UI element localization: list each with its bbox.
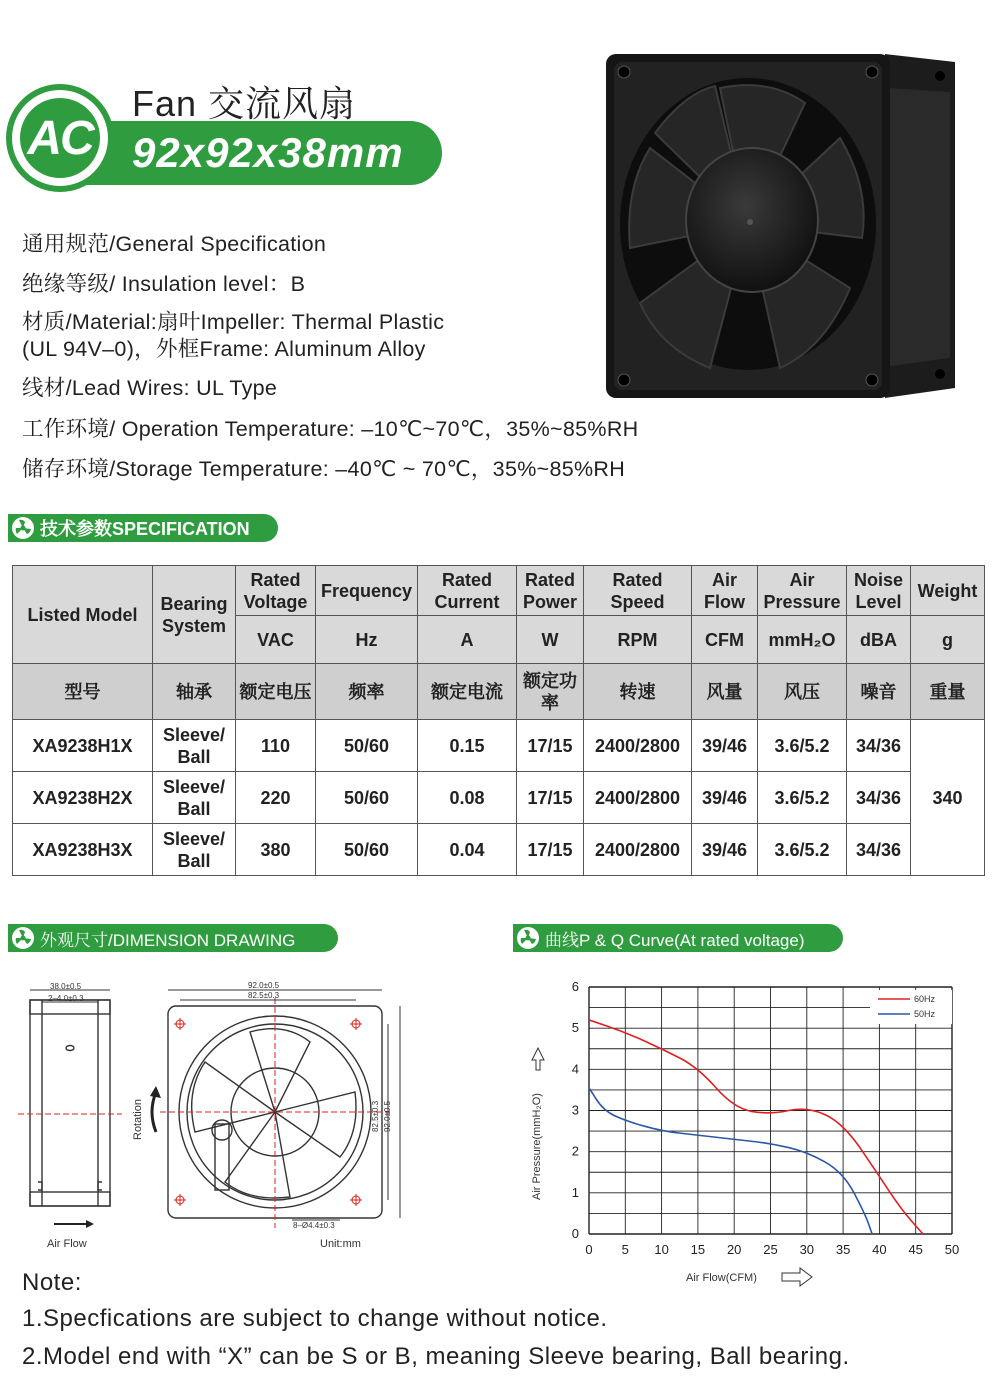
spec-storage-temp: 储存环境/Storage Temperature: –40℃ ~ 70℃，35%~85%RH <box>22 457 626 481</box>
unit-voltage: VAC <box>236 616 316 664</box>
section-dimension <box>8 924 338 952</box>
right-arrow-icon <box>782 1268 812 1286</box>
series-line-60Hz <box>589 1020 923 1234</box>
th-noise: Noise Level <box>847 566 911 616</box>
cell-bearing: Sleeve/ Ball <box>153 824 236 876</box>
th-cn-frequency: 频率 <box>316 664 418 720</box>
th-cn-bearing: 轴承 <box>153 664 236 720</box>
pq-curve-chart <box>520 972 980 1290</box>
cell-model: XA9238H3X <box>13 824 153 876</box>
y-tick-label: 1 <box>571 1184 579 1200</box>
chart-series <box>589 1020 923 1234</box>
y-tick-label: 5 <box>571 1020 579 1036</box>
note-heading: Note: <box>22 1269 82 1296</box>
spec-material: 材质/Material:扇叶Impeller: Thermal Plastic <box>22 310 445 334</box>
unit-power: W <box>517 616 584 664</box>
cell-current: 0.15 <box>418 720 517 772</box>
cell-noise: 34/36 <box>847 772 911 824</box>
cell-power: 17/15 <box>517 824 584 876</box>
side-dim-length: 38.0±0.5 <box>50 982 82 991</box>
unit-current: A <box>418 616 517 664</box>
x-tick-label: 45 <box>908 1242 923 1257</box>
x-tick-label: 30 <box>799 1242 815 1257</box>
spec-lead-wires: 线材/Lead Wires: UL Type <box>22 376 278 400</box>
cell-frequency: 50/60 <box>316 824 418 876</box>
th-current: Rated Current <box>418 566 517 616</box>
th-pressure: Air Pressure <box>758 566 847 616</box>
th-frequency: Frequency <box>316 566 418 616</box>
x-tick-label: 15 <box>690 1242 706 1257</box>
cell-frequency: 50/60 <box>316 720 418 772</box>
cell-speed: 2400/2800 <box>584 824 692 876</box>
chart-legend <box>870 990 952 1024</box>
x-tick-label: 10 <box>654 1242 669 1257</box>
spec-material-frame: (UL 94V–0)，外框Frame: Aluminum Alloy <box>22 337 426 361</box>
th-cn-current: 额定电流 <box>418 664 517 720</box>
hole-dim: 8–Ø4.4±0.3 <box>293 1221 335 1230</box>
table-header-row <box>13 566 985 616</box>
cell-current: 0.08 <box>418 772 517 824</box>
spec-general: 通用规范/General Specification <box>22 232 327 256</box>
cell-noise: 34/36 <box>847 824 911 876</box>
section-curve-label: 曲线P & Q Curve(At rated voltage) <box>545 930 805 950</box>
table-cn-header-row <box>13 664 985 720</box>
th-weight: Weight <box>911 566 985 616</box>
series-line-50Hz <box>589 1088 872 1234</box>
section-dimension-label: 外观尺寸/DIMENSION DRAWING <box>40 930 296 950</box>
cell-weight: 340 <box>911 720 985 876</box>
section-curve <box>513 924 843 952</box>
section-specification <box>8 514 278 542</box>
legend-60hz: 60Hz <box>914 994 936 1004</box>
th-cn-pressure: 风压 <box>758 664 847 720</box>
unit-flow: CFM <box>692 616 758 664</box>
cell-flow: 39/46 <box>692 720 758 772</box>
unit-weight: g <box>911 616 985 664</box>
x-axis-label: Air Flow(CFM) <box>686 1272 757 1284</box>
x-tick-label: 0 <box>585 1242 593 1257</box>
table-row <box>13 720 985 772</box>
right-dim-holes: 82.5±0.3 <box>371 1100 380 1132</box>
cell-bearing: Sleeve/ Ball <box>153 720 236 772</box>
cell-pressure: 3.6/5.2 <box>758 772 847 824</box>
y-tick-label: 0 <box>571 1226 579 1241</box>
chart-grid <box>589 987 952 1234</box>
th-cn-speed: 转速 <box>584 664 692 720</box>
cell-pressure: 3.6/5.2 <box>758 824 847 876</box>
fan-icon <box>12 517 34 539</box>
legend-50hz: 50Hz <box>914 1009 936 1019</box>
th-flow: Air Flow <box>692 566 758 616</box>
cell-bearing: Sleeve/ Ball <box>153 772 236 824</box>
spec-operation-temp: 工作环境/ Operation Temperature: –10℃~70℃，35%~85%RH <box>22 417 639 441</box>
th-cn-flow: 风量 <box>692 664 758 720</box>
unit-frequency: Hz <box>316 616 418 664</box>
dimension-drawing <box>10 972 410 1257</box>
cell-flow: 39/46 <box>692 772 758 824</box>
x-tick-label: 20 <box>726 1242 742 1257</box>
cell-voltage: 380 <box>236 824 316 876</box>
rotation-label: Rotation <box>132 1099 144 1140</box>
th-power: Rated Power <box>517 566 584 616</box>
x-tick-label: 50 <box>944 1242 960 1257</box>
th-cn-weight: 重量 <box>911 664 985 720</box>
unit-label: Unit:mm <box>320 1238 361 1250</box>
x-tick-label: 35 <box>835 1242 851 1257</box>
cell-current: 0.04 <box>418 824 517 876</box>
cell-speed: 2400/2800 <box>584 720 692 772</box>
section-specification-label: 技术参数SPECIFICATION <box>40 519 250 539</box>
cell-power: 17/15 <box>517 720 584 772</box>
y-tick-label: 4 <box>571 1061 579 1077</box>
cell-voltage: 110 <box>236 720 316 772</box>
spec-insulation: 绝缘等级/ Insulation level：B <box>22 272 306 296</box>
page-title: Fan 交流风扇 <box>132 83 357 124</box>
fan-photo <box>600 48 960 404</box>
airflow-arrow-icon <box>86 1220 94 1228</box>
spec-table <box>12 565 985 876</box>
rotation-arrow-icon <box>152 1092 156 1132</box>
x-tick-label: 5 <box>621 1242 629 1257</box>
x-tick-label: 25 <box>763 1242 778 1257</box>
th-cn-power: 额定功率 <box>517 664 584 720</box>
cell-power: 17/15 <box>517 772 584 824</box>
th-cn-noise: 噪音 <box>847 664 911 720</box>
th-model: Listed Model <box>13 566 153 664</box>
cell-speed: 2400/2800 <box>584 772 692 824</box>
unit-noise: dBA <box>847 616 911 664</box>
ac-badge-label: AC <box>20 98 100 178</box>
table-row <box>13 824 985 876</box>
th-voltage: Rated Voltage <box>236 566 316 616</box>
cell-noise: 34/36 <box>847 720 911 772</box>
table-row <box>13 772 985 824</box>
fan-icon <box>12 927 34 949</box>
th-speed: Rated Speed <box>584 566 692 616</box>
x-tick-label: 40 <box>872 1242 887 1257</box>
top-dim-holes: 82.5±0.3 <box>248 991 280 1000</box>
cell-pressure: 3.6/5.2 <box>758 720 847 772</box>
fan-icon <box>517 927 539 949</box>
unit-speed: RPM <box>584 616 692 664</box>
top-dim-overall: 92.0±0.5 <box>248 981 280 990</box>
note-1: 1.Specfications are subject to change without notice. <box>22 1305 608 1332</box>
cell-voltage: 220 <box>236 772 316 824</box>
cell-flow: 39/46 <box>692 824 758 876</box>
fan-size: 92x92x38mm <box>132 129 404 176</box>
cell-model: XA9238H1X <box>13 720 153 772</box>
y-axis-label: Air Pressure(mmH₂O) <box>531 1093 543 1200</box>
cell-model: XA9238H2X <box>13 772 153 824</box>
note-2: 2.Model end with “X” can be S or B, meaning Sleeve bearing, Ball bearing. <box>22 1343 850 1370</box>
cell-frequency: 50/60 <box>316 772 418 824</box>
airflow-label: Air Flow <box>47 1238 87 1250</box>
y-tick-label: 3 <box>571 1102 579 1118</box>
up-arrow-icon <box>532 1048 544 1070</box>
y-tick-label: 6 <box>571 979 579 994</box>
th-cn-model: 型号 <box>13 664 153 720</box>
ac-badge <box>6 84 114 192</box>
unit-pressure: mmH₂O <box>758 616 847 664</box>
right-dim-overall: 92.0±0.5 <box>383 1100 392 1132</box>
th-cn-voltage: 额定电压 <box>236 664 316 720</box>
y-tick-label: 2 <box>571 1143 579 1159</box>
th-bearing: Bearing System <box>153 566 236 664</box>
side-dim-flange: 2–4.0±0.3 <box>48 994 84 1003</box>
